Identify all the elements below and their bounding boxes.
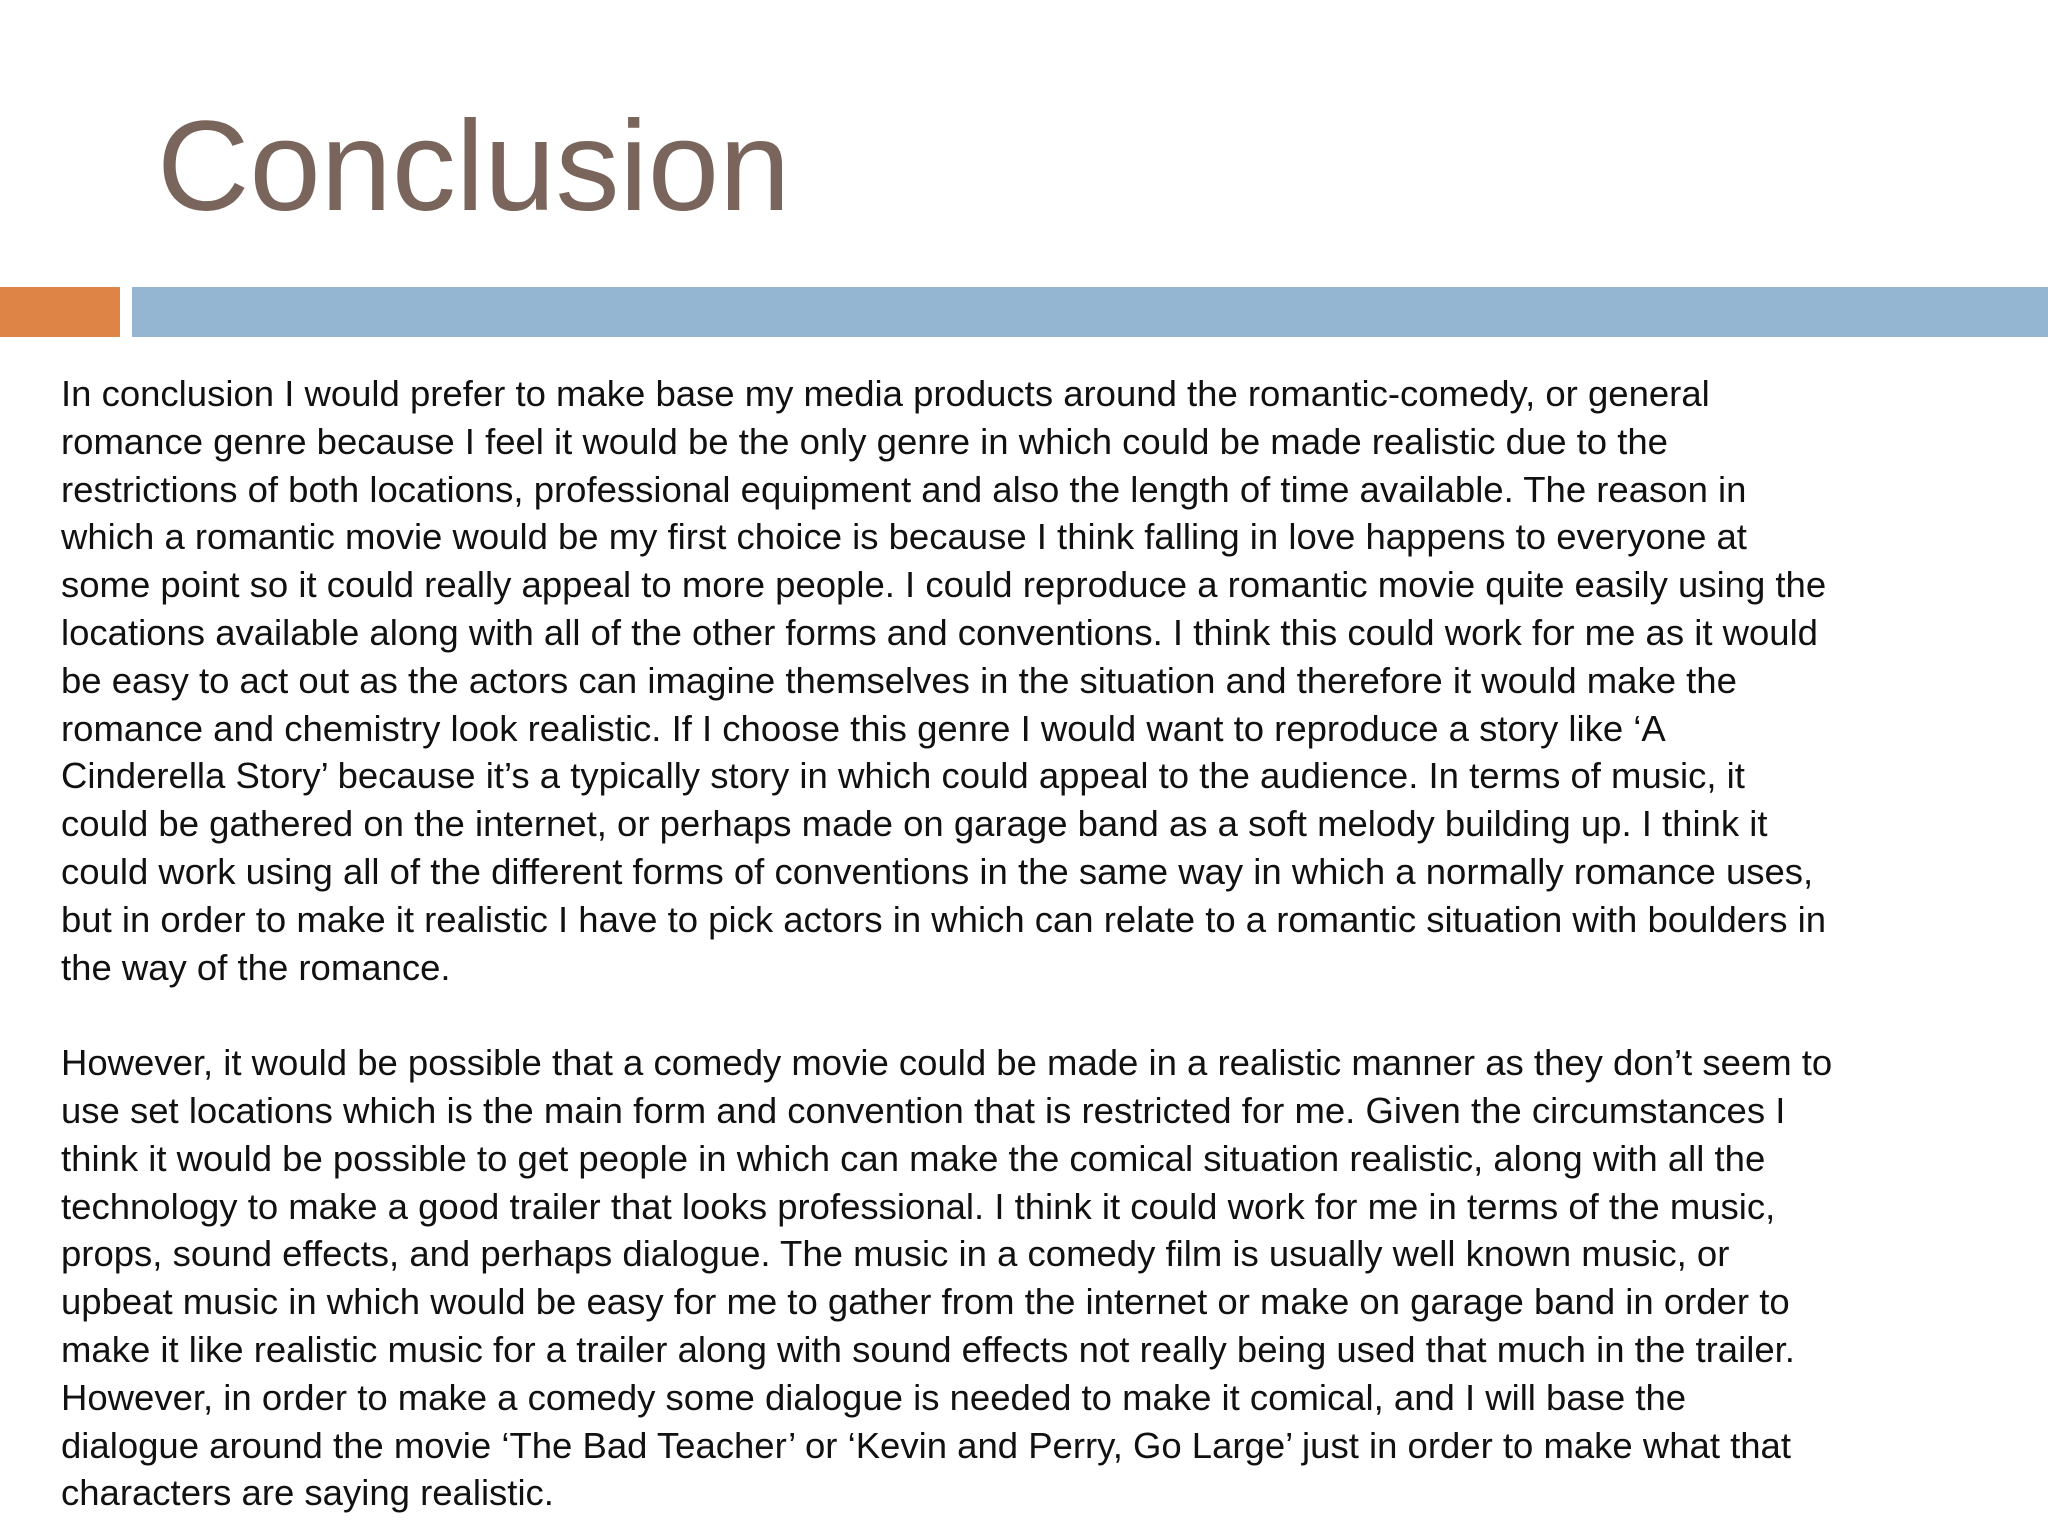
slide-title: Conclusion [157,95,791,238]
title-divider-bar [132,287,2048,337]
body-paragraph-1: In conclusion I would prefer to make base my media products around the romantic-comedy, or general romance genre because I feel it would be the only genre in which could be made realistic due to the restrictions of both locations, professional equipment and also the length of time available. The reason in which a romantic movie would be my first choice is because I think falling in love happens to everyone at some point so it could really appeal to more people. I could reproduce a romantic movie quite easily using the locations available along with all of the other forms and conventions. I think this could work for me as it would be easy to act out as the actors can imagine themselves in the situation and therefore it would make the romance and chemistry look realistic. If I choose this genre I would want to reproduce a story like ‘A Cinderella Story’ because it’s a typically story in which could appeal to the audience. In terms of music, it could be gathered on the internet, or perhaps made on garage band as a soft melody building up. I think it could work using all of the different forms of conventions in the same way in which a normally romance uses, but in order to make it realistic I have to pick actors in which can relate to a romantic situation with boulders in the way of the romance. [61,373,1827,988]
title-accent-bar [0,287,120,337]
body-paragraph-2: However, it would be possible that a comedy movie could be made in a realistic manner as they don’t seem to use set locations which is the main form and convention that is restricted for me. Given the circumstances I think it would be possible to get people in which can make the comical situation realistic, along with all the technology to make a good trailer that looks professional. I think it could work for me in terms of the music, props, sound effects, and perhaps dialogue. The music in a comedy film is usually well known music, or upbeat music in which would be easy for me to gather from the internet or make on garage band in order to make it like realistic music for a trailer along with sound effects not really being used that much in the trailer. However, in order to make a comedy some dialogue is needed to make it comical, and I will base the dialogue around the movie ‘The Bad Teacher’ or ‘Kevin and Perry, Go Large’ just in order to make what that characters are saying realistic. [61,1042,1833,1514]
slide-body [61,370,2011,1517]
